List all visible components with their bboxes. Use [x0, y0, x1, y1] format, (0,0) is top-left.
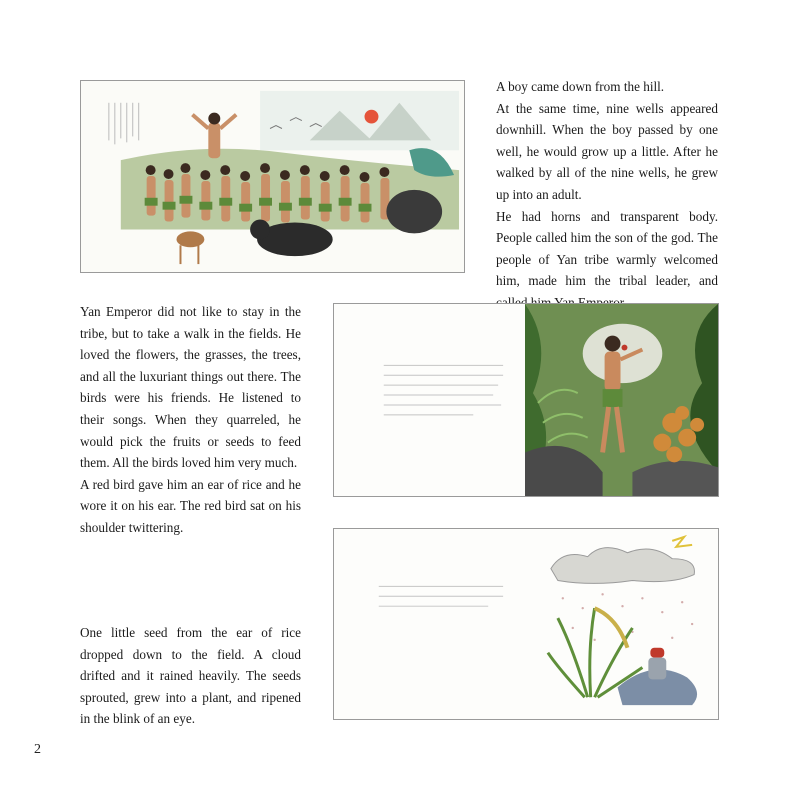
passage-paragraph: A boy came down from the hill.	[496, 79, 665, 94]
illustration-rice-rain	[333, 528, 719, 720]
passage-paragraph: He had horns and transparent body. People called him the son of the god. The people of Yan tribe warmly welcomed him, made him the tribal leader, and	[496, 208, 718, 289]
passage-seed-rain	[80, 622, 301, 730]
emperor-forest-art	[334, 304, 718, 496]
illustration-emperor-forest	[333, 303, 719, 497]
illustration-tribe-welcome	[80, 80, 465, 273]
passage-paragraph: Yan Emperor did not like to stay in the tribe, but to take a walk in the fields. He loved the flowers, the grasses, the trees, and all the luxuriant things out there. The birds were his friends. He listened to their songs. When they quarreled, he would pick the fruits or seeds to feed them. All the birds loved him very much.	[80, 304, 301, 471]
passage-paragraph: At the same time, nine wells appeared downhill. When the boy passed by one well, he would grow up a little. After he walked by all of the nine wells, he grew up into an adult.	[496, 100, 718, 202]
red-bird-icon	[622, 345, 628, 351]
rice-rain-art	[334, 529, 718, 719]
passage-emperor-fields	[80, 301, 301, 539]
sun-icon	[365, 110, 379, 124]
passage-paragraph: One little seed from the ear of rice dropped down to the field. A cloud drifted and it rained heavily. The seeds sprouted, grew into a plant, and ripened in the blink of an eye.	[80, 625, 301, 727]
passage-boy-wells	[496, 76, 718, 314]
tribe-welcome-art	[81, 81, 464, 272]
page-number: 2	[34, 742, 41, 757]
red-bird-icon	[650, 648, 664, 658]
passage-paragraph: A red bird gave him an ear of rice and he wore it on his ear. The red bird sat on his shoulder twittering.	[80, 476, 301, 535]
